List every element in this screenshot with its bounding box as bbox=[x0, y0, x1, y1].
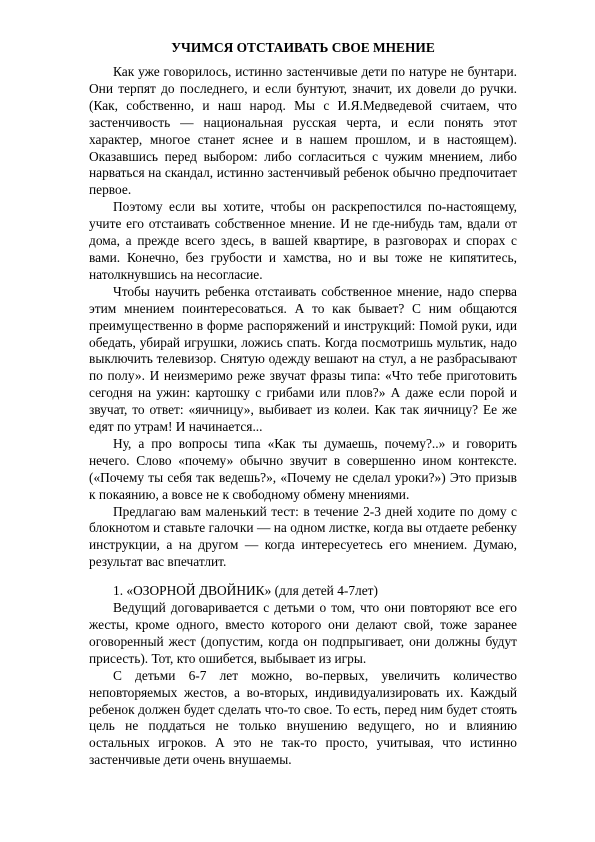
paragraph-1: Как уже говорилось, истинно застенчивые дети по натуре не бунтари. Они терпят до последнего, и если бунтуют, значит, их довели до ручки. (Как, собственно, и наш народ. Мы с И.Я.Медведевой считаем, что застенчивость — национальная русская черта, и если понять этот характер, многое станет яснее и в нашем прошлом, и в настоящем). Оказавшись перед выбором: либо согласиться с чужим мнением, либо нарваться на скандал, истинно застенчивый ребенок обычно предпочитает первое. bbox=[89, 64, 517, 198]
section-paragraph-1: Ведущий договаривается с детьми о том, что они повторяют все его жесты, кроме одного, вместо которого они делают свой, тоже заранее оговоренный жест (допустим, когда он подпрыгивает, они должны будут присесть). Тот, кто ошибется, выбывает из игры. bbox=[89, 600, 517, 666]
section-paragraph-2: С детьми 6-7 лет можно, во-первых, увеличить количество неповторяемых жестов, а во-вторых, индивидуализировать их. Каждый ребенок должен будет сделать что-то свое. То есть, перед ним будет стоять цель не поддаться не только внушению ведущего, но и влиянию остальных игроков. А это не так-то просто, учитывая, что истинно застенчивые дети очень внушаемы. bbox=[89, 667, 517, 768]
document-title: УЧИМСЯ ОТСТАИВАТЬ СВОЕ МНЕНИЕ bbox=[171, 40, 435, 55]
paragraph-3: Чтобы научить ребенка отстаивать собственное мнение, надо сперва этим мнением поинтересоваться. А то как бывает? С ним общаются преимущественно в форме распоряжений и инструкций: Помой руки, иди обедать, убирай игрушки, ложись спать. Когда посмотришь мультик, надо выключить телевизор. Снятую одежду вешают на стул, а не разбрасывают по полу». И неизмеримо реже звучат фразы типа: «Что тебе приготовить сегодня на ужин: картошку с грибами или плов?» А даже если порой и звучат, то ответ: «яичницу», выбивает из колеи. Как так яичницу? Ее же едят по утрам! И начинается... bbox=[89, 283, 517, 435]
paragraph-2: Поэтому если вы хотите, чтобы он раскрепостился по-настоящему, учите его отстаивать собственное мнение. И не где-нибудь там, вдали от дома, а прежде всего здесь, в вашей квартире, в разговорах и спорах с вами. Конечно, без грубости и хамства, но и вы тоже не кипятитесь, натолкнувшись на несогласие. bbox=[89, 199, 517, 282]
paragraph-5: Предлагаю вам маленький тест: в течение 2-3 дней ходите по дому с блокнотом и ставьте галочки — на одном листке, когда вы отдаете ребенку инструкции, а на другом — когда интересуетесь его мнением. Думаю, результат вас впечатлит. bbox=[89, 503, 517, 570]
paragraph-4: Ну, а про вопросы типа «Как ты думаешь, почему?..» и говорить нечего. Слово «почему» обычно звучит в совершенно ином контексте.(«Почему ты себя так ведешь?», «Почему не сделал уроки?») Это призыв к покаянию, а вовсе не к свободному обмену мнениями. bbox=[89, 435, 517, 502]
section-heading: 1. «ОЗОРНОЙ ДВОЙНИК» (для детей 4-7лет) bbox=[113, 583, 378, 599]
